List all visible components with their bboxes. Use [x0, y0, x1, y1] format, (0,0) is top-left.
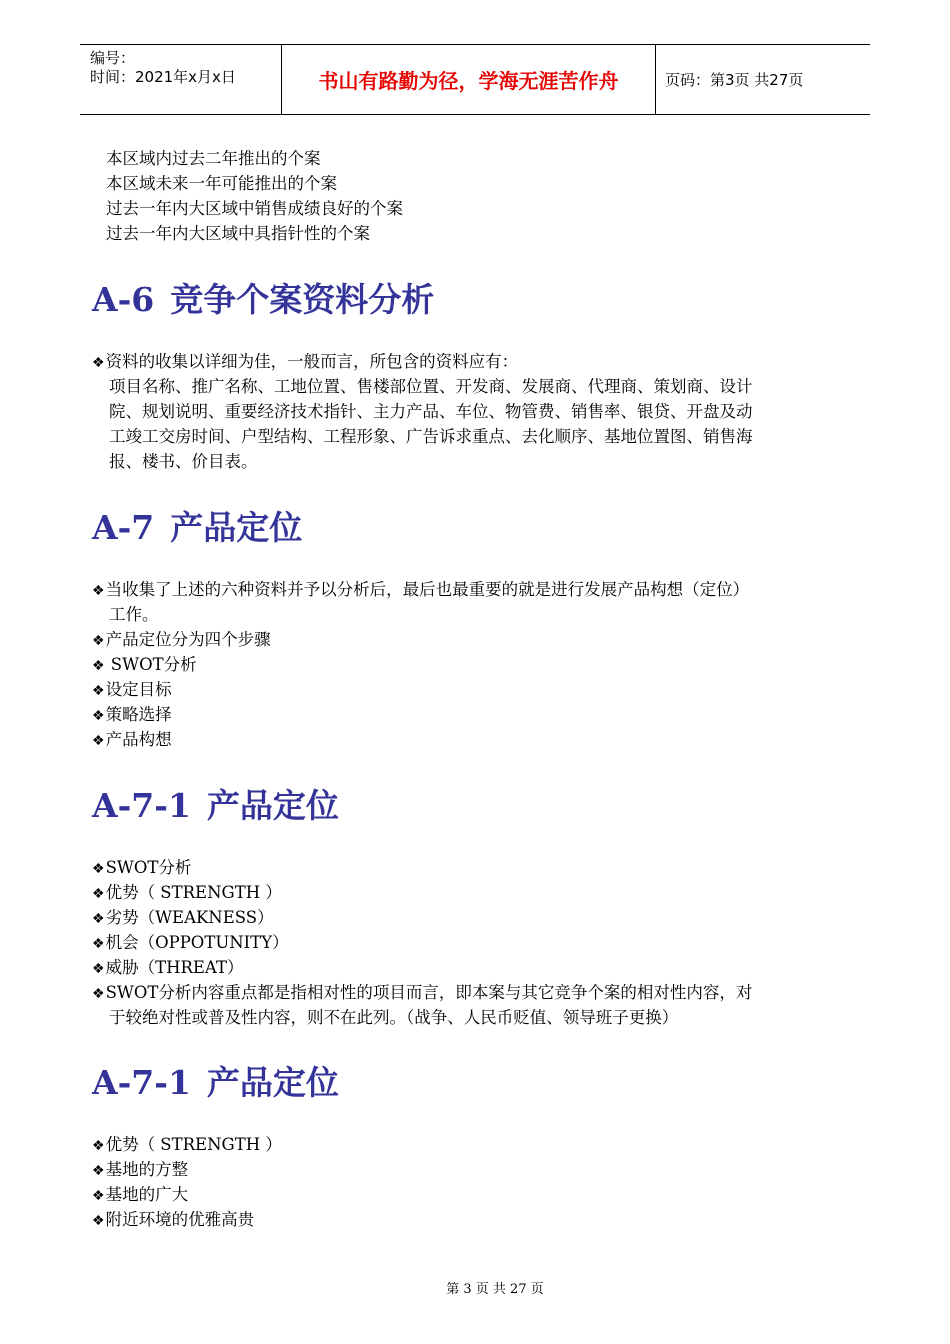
bullet-line: ❖劣势（WEAKNESS） — [92, 908, 274, 927]
page-info: 页码：第3页 共27页 — [665, 71, 804, 89]
section-title: 竞争个案资料分析 — [170, 280, 435, 319]
bullet-line: ❖优势（ STRENGTH ） — [92, 883, 282, 902]
intro-line: 本区域未来一年可能推出的个案 — [106, 174, 337, 193]
bullet-line: ❖产品构想 — [92, 730, 172, 749]
bullet-diamond-icon: ❖ — [92, 986, 105, 1002]
bullet-diamond-icon: ❖ — [92, 355, 105, 371]
intro-line: 过去一年内大区域中具指针性的个案 — [106, 224, 370, 243]
bullet-diamond-icon: ❖ — [92, 936, 105, 952]
bullet-line: ❖ SWOT分析 — [92, 655, 197, 674]
time-label: 时间：2021年x月x日 — [90, 68, 236, 86]
bullet-diamond-icon: ❖ — [92, 1163, 105, 1179]
bullet-diamond-icon: ❖ — [92, 658, 105, 674]
section-title: 产品定位 — [206, 786, 339, 825]
section-heading — [92, 1063, 339, 1103]
bullet-line: ❖资料的收集以详细为佳，一般而言，所包含的资料应有： — [92, 352, 519, 371]
bullet-line: ❖基地的广大 — [92, 1185, 189, 1204]
bullet-diamond-icon: ❖ — [92, 708, 105, 724]
bullet-diamond-icon: ❖ — [92, 1213, 105, 1229]
bullet-diamond-icon: ❖ — [92, 583, 105, 599]
section-number: A-6 — [92, 280, 155, 319]
bullet-diamond-icon: ❖ — [92, 733, 105, 749]
body-line: 于较绝对性或普及性内容，则不在此列。（战争、人民币贬值、领导班子更换） — [109, 1008, 679, 1027]
body-line: 工竣工交房时间、户型结构、工程形象、广告诉求重点、去化顺序、基地位置图、销售海 — [109, 427, 753, 446]
body-line: 项目名称、推广名称、工地位置、售楼部位置、开发商、发展商、代理商、策划商、设计 — [109, 377, 753, 396]
bullet-diamond-icon: ❖ — [92, 961, 105, 977]
bullet-line: ❖基地的方整 — [92, 1160, 189, 1179]
bullet-line: ❖SWOT分析内容重点都是指相对性的项目而言，即本案与其它竞争个案的相对性内容，对 — [92, 983, 753, 1002]
section-title: 产品定位 — [206, 1063, 339, 1102]
body-line: 工作。 — [109, 605, 159, 624]
intro-line: 本区域内过去二年推出的个案 — [106, 149, 321, 168]
section-number: A-7 — [92, 508, 155, 547]
bullet-line: ❖产品定位分为四个步骤 — [92, 630, 271, 649]
bullet-line: ❖机会（OPPOTUNITY） — [92, 933, 289, 952]
page-footer: 第 3 页 共 27 页 — [446, 1282, 544, 1297]
section-number: A-7-1 — [92, 1063, 191, 1102]
section-heading — [92, 280, 434, 320]
bullet-line: ❖当收集了上述的六种资料并予以分析后，最后也最重要的就是进行发展产品构想（定位） — [92, 580, 750, 599]
section-title: 产品定位 — [170, 508, 303, 547]
bullet-line: ❖附近环境的优雅高贵 — [92, 1210, 255, 1229]
header-motto-cell — [282, 45, 656, 114]
section-number: A-7-1 — [92, 786, 191, 825]
motto: 书山有路勤为径，学海无涯苦作舟 — [318, 69, 619, 93]
bullet-diamond-icon: ❖ — [92, 886, 105, 902]
section-heading — [92, 508, 302, 548]
bullet-diamond-icon: ❖ — [92, 911, 105, 927]
bullet-line: ❖设定目标 — [92, 680, 172, 699]
section-heading — [92, 786, 339, 826]
bullet-diamond-icon: ❖ — [92, 1138, 105, 1154]
bullet-diamond-icon: ❖ — [92, 861, 105, 877]
header-page-cell — [656, 45, 870, 114]
header-meta-cell — [80, 45, 282, 114]
bullet-line: ❖威胁（THREAT） — [92, 958, 244, 977]
bullet-diamond-icon: ❖ — [92, 683, 105, 699]
bullet-diamond-icon: ❖ — [92, 1188, 105, 1204]
intro-line: 过去一年内大区域中销售成绩良好的个案 — [106, 199, 403, 218]
body-line: 报、楼书、价目表。 — [109, 452, 258, 471]
bullet-line: ❖SWOT分析 — [92, 858, 192, 877]
page-header — [80, 44, 870, 115]
bullet-diamond-icon: ❖ — [92, 633, 105, 649]
number-label: 编号： — [90, 49, 136, 67]
body-line: 院、规划说明、重要经济技术指针、主力产品、车位、物管费、销售率、银贷、开盘及动 — [109, 402, 753, 421]
bullet-line: ❖策略选择 — [92, 705, 172, 724]
bullet-line: ❖优势（ STRENGTH ） — [92, 1135, 282, 1154]
